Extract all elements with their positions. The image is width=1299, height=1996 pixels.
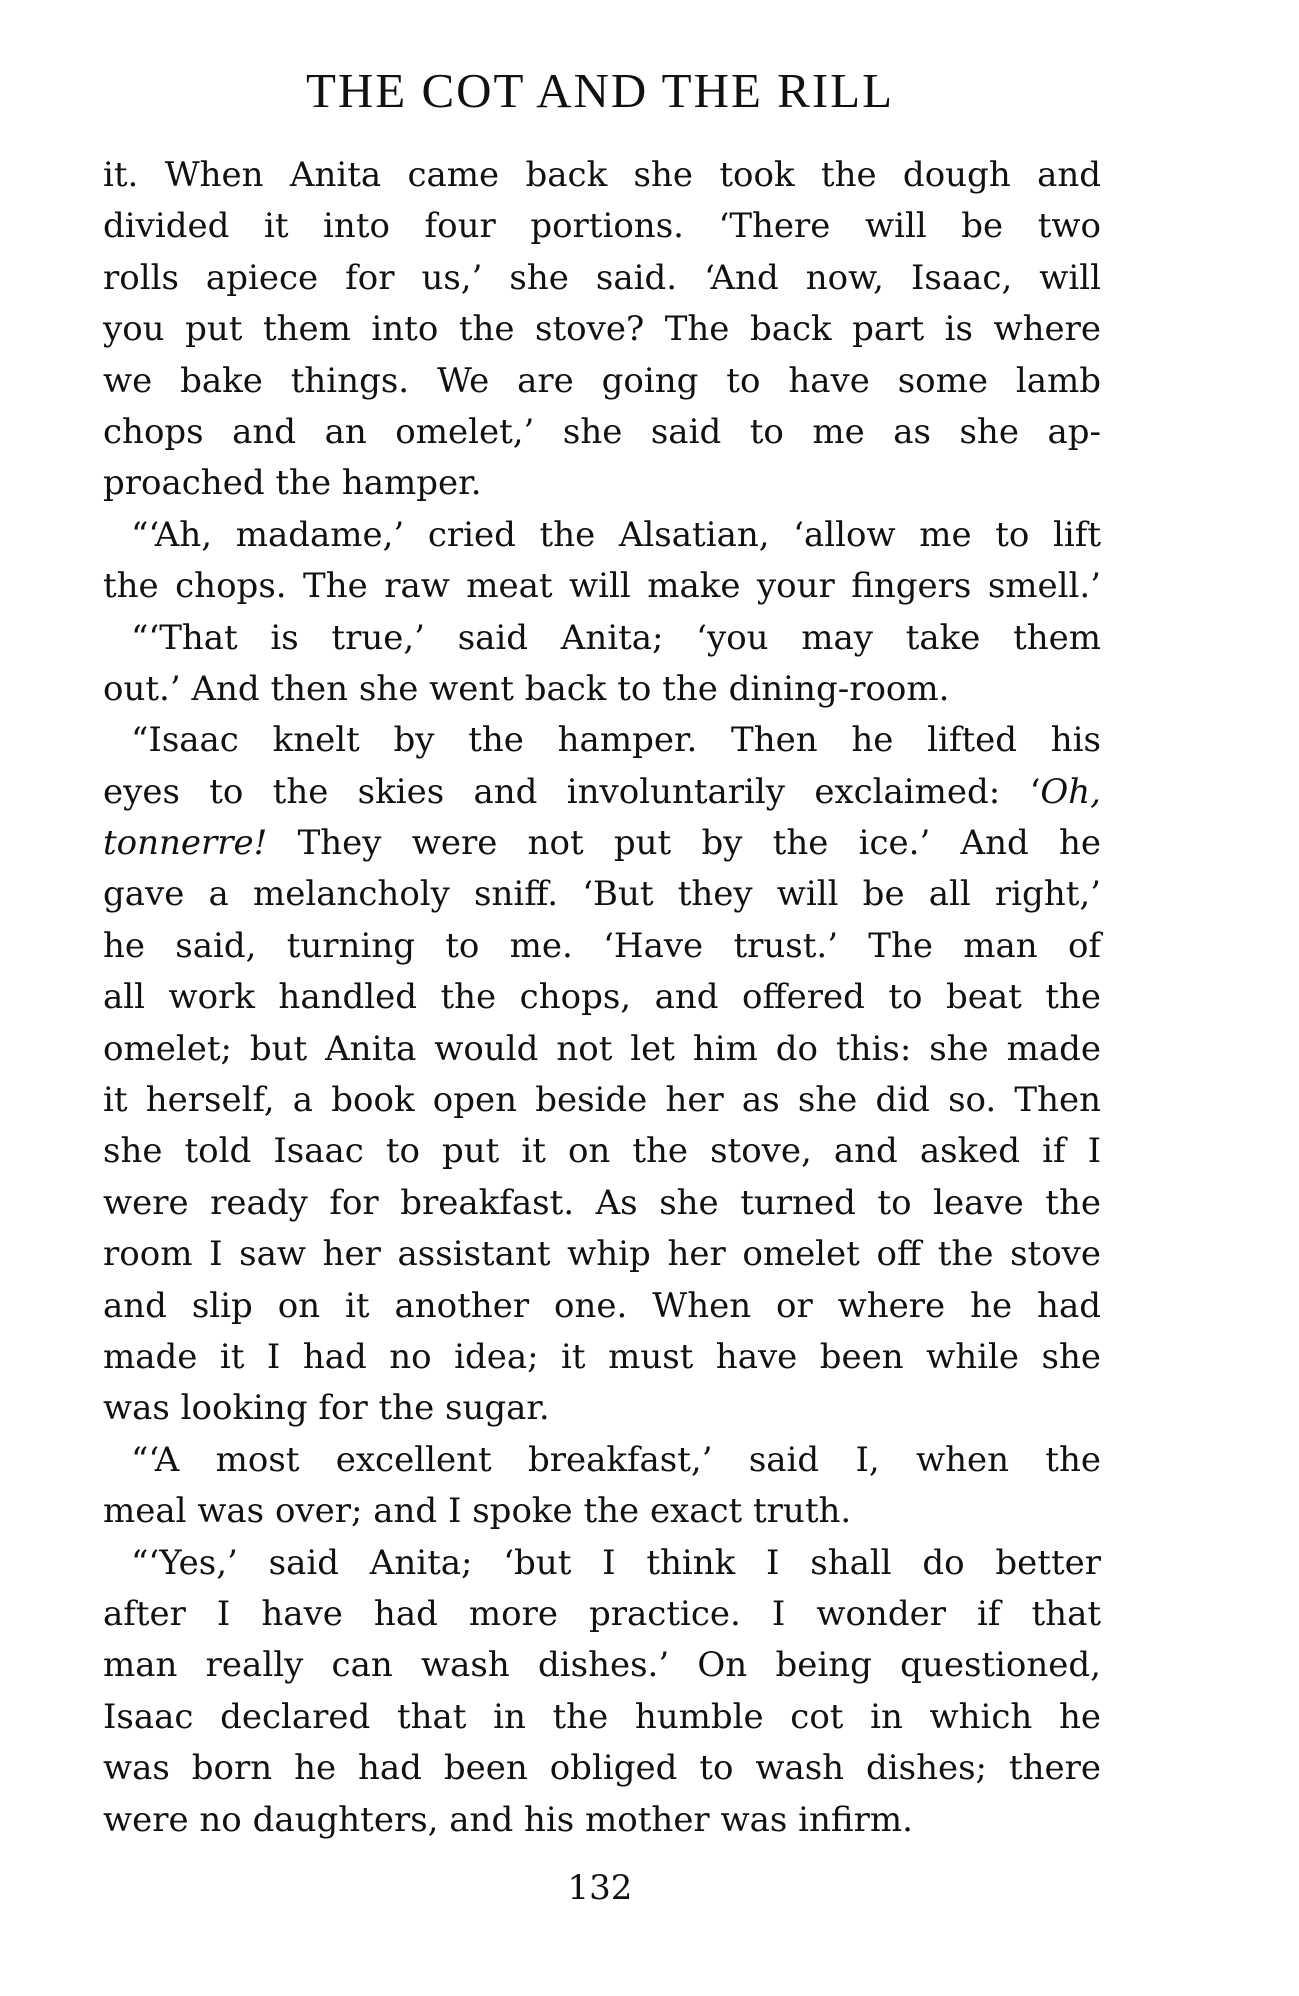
text-line: were ready for breakfast. As she turned to leave the xyxy=(103,1182,1101,1223)
text-line: “‘A most excellent breakfast,’ said I, when the xyxy=(131,1439,1101,1480)
text-line: man really can wash dishes.’ On being questioned, xyxy=(103,1645,1101,1686)
text-line xyxy=(103,767,1101,818)
text-line: all work handled the chops, and offered to beat the xyxy=(103,977,1101,1018)
page-number: 132 xyxy=(567,1868,633,1908)
text-line: meal was over; and I spoke the exact truth. xyxy=(103,1491,852,1532)
body-text xyxy=(103,150,1101,1846)
text-line: he said, turning to me. ‘Have trust.’ The man of xyxy=(103,925,1101,966)
text-line: “‘That is true,’ said Anita; ‘you may take them xyxy=(131,617,1101,658)
text-line: Isaac declared that in the humble cot in which he xyxy=(103,1696,1101,1737)
text-line: “‘Ah, madame,’ cried the Alsatian, ‘allow me to lift xyxy=(131,514,1101,555)
text-line: we bake things. We are going to have some lamb xyxy=(103,360,1101,401)
text-line: made it I had no idea; it must have been while she xyxy=(103,1336,1101,1377)
text-line: the chops. The raw meat will make your fingers smell.’ xyxy=(103,566,1101,607)
text-line: room I saw her assistant whip her omelet off the stove xyxy=(103,1234,1101,1275)
text-line: it. When Anita came back she took the dough and xyxy=(103,155,1101,195)
text-line: gave a melancholy sniff. ‘But they will be all right,’ xyxy=(103,874,1101,915)
text-line: were no daughters, and his mother was infirm. xyxy=(103,1799,913,1840)
text-line: proached the hamper. xyxy=(103,463,482,504)
text-line: divided it into four portions. ‘There will be two xyxy=(103,206,1101,247)
text-line: and slip on it another one. When or where he had xyxy=(103,1285,1101,1326)
text-line: rolls apiece for us,’ she said. ‘And now, Isaac, will xyxy=(103,257,1101,298)
line-text: eyes to the skies and involuntarily exclaimed: ‘ xyxy=(103,771,1041,812)
text-line xyxy=(103,818,1101,869)
text-line: out.’ And then she went back to the dining-room. xyxy=(103,668,950,709)
text-line: it herself, a book open beside her as she did so. Then xyxy=(103,1080,1101,1121)
italic-phrase: Oh, xyxy=(1040,771,1101,812)
text-line: omelet; but Anita would not let him do this: she made xyxy=(103,1028,1101,1069)
text-line: was born he had been obliged to wash dishes; there xyxy=(103,1748,1101,1789)
running-head: THE COT AND THE RILL xyxy=(305,63,895,118)
text-line: “Isaac knelt by the hamper. Then he lifted his xyxy=(131,720,1101,761)
text-line: you put them into the stove? The back part is where xyxy=(103,309,1101,350)
text-line: she told Isaac to put it on the stove, and asked if I xyxy=(103,1131,1101,1172)
text-line: chops and an omelet,’ she said to me as she ap- xyxy=(103,411,1101,452)
line-text: They were not put by the ice.’ And he xyxy=(267,823,1101,864)
italic-phrase: tonnerre! xyxy=(103,823,268,864)
text-line: “‘Yes,’ said Anita; ‘but I think I shall do better xyxy=(131,1542,1101,1583)
text-line: was looking for the sugar. xyxy=(103,1388,550,1429)
text-line: after I have had more practice. I wonder if that xyxy=(103,1593,1101,1634)
